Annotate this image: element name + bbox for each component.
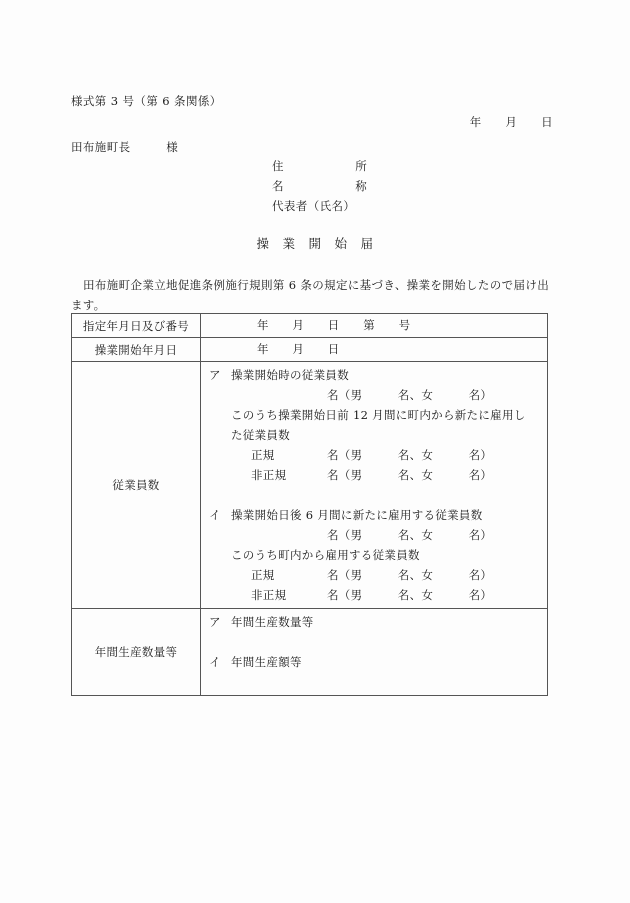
item-a-marker: ア [209, 368, 221, 382]
item-b-nonregular-label: 非正規 [251, 588, 287, 602]
production-item-a-text: 年間生産数量等 [231, 615, 314, 629]
production-label: 年間生産数量等 [72, 609, 201, 696]
item-a-regular-count: 名（男 名、女 名） [327, 448, 493, 462]
item-b-sub-heading: このうち町内から雇用する従業員数 [231, 548, 420, 562]
item-b-nonregular-line [209, 585, 547, 605]
item-b-regular-count: 名（男 名、女 名） [327, 568, 493, 582]
table-row-production [72, 609, 548, 696]
item-a-regular-label: 正規 [251, 448, 275, 462]
applicant-representative-label: 代表者（氏名） [272, 199, 356, 213]
item-a-sub-heading: このうち操業開始日前 12 月間に町内から新たに雇用した従業員数 [231, 408, 526, 442]
production-item-b [209, 652, 547, 672]
submission-date-line: 年 月 日 [469, 115, 553, 129]
employees-item-b-heading [209, 505, 547, 525]
production-bottom-gap [209, 672, 547, 692]
production-item-a-marker: ア [209, 615, 221, 629]
applicant-block [272, 156, 367, 216]
production-item-b-marker: イ [209, 655, 221, 669]
item-b-marker: イ [209, 508, 221, 522]
production-item-b-text: 年間生産額等 [231, 655, 302, 669]
designation-date-slot: 年 月 日 第 号 [257, 318, 411, 332]
employees-label: 従業員数 [72, 362, 201, 609]
document-title: 操 業 開 始 届 [256, 236, 374, 251]
item-b-total-count: 名（男 名、女 名） [327, 528, 493, 542]
item-a-heading-text: 操業開始時の従業員数 [231, 368, 349, 382]
item-a-total-count: 名（男 名、女 名） [327, 388, 493, 402]
form-number: 様式第 3 号（第 6 条関係） [71, 94, 222, 108]
designation-label: 指定年月日及び番号 [72, 314, 201, 338]
table-row-start-date [72, 338, 548, 362]
item-b-nonregular-count: 名（男 名、女 名） [327, 588, 493, 602]
item-b-regular-label: 正規 [251, 568, 275, 582]
lead-paragraph: 田布施町企業立地促進条例施行規則第 6 条の規定に基づき、操業を開始したので届け出ます。 [71, 278, 549, 312]
item-a-regular-line [209, 445, 547, 465]
start-date-label: 操業開始年月日 [72, 338, 201, 362]
designation-value [201, 314, 548, 338]
table-row-designation [72, 314, 548, 338]
employees-item-a-heading [209, 365, 547, 385]
item-b-heading-text: 操業開始日後 6 月間に新たに雇用する従業員数 [231, 508, 483, 522]
employees-detail [201, 362, 548, 609]
start-date-value [201, 338, 548, 362]
item-a-nonregular-count: 名（男 名、女 名） [327, 468, 493, 482]
table-row-employees [72, 362, 548, 609]
applicant-address-label: 住 所 [272, 159, 368, 173]
production-section-gap [209, 632, 547, 652]
employees-section-gap [209, 485, 547, 505]
production-detail [201, 609, 548, 696]
applicant-name-label: 名 称 [272, 179, 368, 193]
start-date-slot: 年 月 日 [257, 342, 340, 356]
production-item-a [209, 612, 547, 632]
addressee-line: 田布施町長 様 [71, 140, 179, 154]
item-a-nonregular-label: 非正規 [251, 468, 287, 482]
item-a-nonregular-line [209, 465, 547, 485]
notification-form-table [71, 313, 548, 696]
item-b-regular-line [209, 565, 547, 585]
